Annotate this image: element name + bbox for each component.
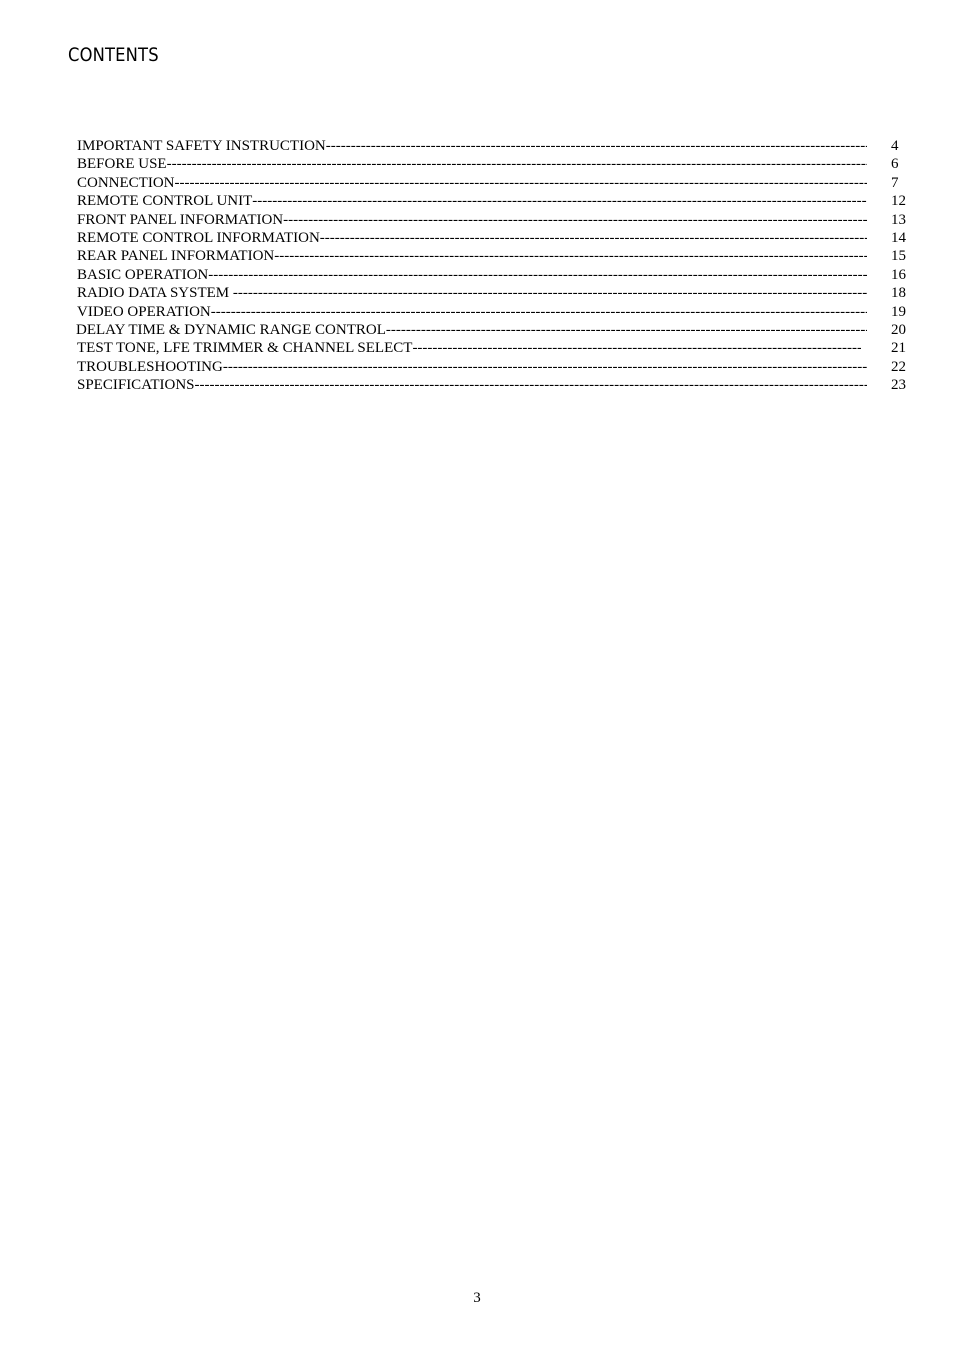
toc-entry [76,321,911,339]
toc-entry [77,229,911,247]
toc-leader [167,155,867,173]
toc-leader [233,284,867,302]
toc-leader [386,321,867,339]
toc-entry-page: 18 [891,285,906,302]
toc-entry [77,174,911,192]
toc-entry [77,266,911,284]
toc-entry-page: 16 [891,266,906,283]
toc-entry-page: 15 [891,248,906,265]
toc-leader [195,376,867,394]
table-of-contents [77,137,911,394]
toc-leader [326,137,867,155]
toc-entry-title: VIDEO OPERATION [77,303,211,320]
page-number: 3 [473,1290,481,1306]
toc-leader [274,247,867,265]
toc-entry-title: REAR PANEL INFORMATION [77,248,275,265]
toc-entry-page: 14 [891,229,906,246]
toc-entry-title: CONNECTION [77,174,175,191]
toc-leader [252,192,867,210]
toc-entry-page: 13 [891,211,906,228]
toc-entry-page: 6 [891,156,899,173]
toc-entry-title: RADIO DATA SYSTEM [77,285,233,302]
toc-entry-title: REMOTE CONTROL UNIT [77,193,253,210]
toc-entry [77,303,911,321]
toc-entry-page: 12 [891,193,906,210]
toc-leader [283,211,867,229]
toc-entry-page: 23 [891,377,906,394]
toc-entry-page: 19 [891,303,906,320]
toc-entry-title: DELAY TIME & DYNAMIC RANGE CONTROL [76,321,386,338]
toc-leader [208,266,867,284]
toc-entry [77,376,911,394]
toc-leader [320,229,867,247]
toc-entry-page: 7 [891,174,899,191]
page-heading: CONTENTS [68,44,159,66]
toc-entry [77,358,911,376]
toc-entry [77,211,911,229]
toc-entry [77,137,911,155]
toc-entry [77,339,911,357]
toc-entry-title: IMPORTANT SAFETY INSTRUCTION [77,138,326,154]
toc-entry-title: FRONT PANEL INFORMATION [77,211,284,228]
toc-entry [77,284,911,302]
toc-entry [77,192,911,210]
toc-entry-page: 21 [891,340,906,357]
toc-leader [412,339,861,357]
toc-entry-title: TEST TONE, LFE TRIMMER & CHANNEL SELECT [77,340,413,357]
toc-entry-title: BEFORE USE [77,156,167,173]
toc-leader [175,174,868,192]
toc-entry [77,247,911,265]
toc-entry-page: 4 [891,138,899,154]
toc-leader [223,358,867,376]
toc-entry-title: BASIC OPERATION [77,266,209,283]
toc-leader [211,303,867,321]
toc-entry [77,155,911,173]
toc-entry-title: SPECIFICATIONS [77,377,195,394]
toc-entry-title: REMOTE CONTROL INFORMATION [77,229,320,246]
toc-entry-page: 22 [891,358,906,375]
toc-entry-page: 20 [891,321,906,338]
toc-entry-title: TROUBLESHOOTING [77,358,223,375]
